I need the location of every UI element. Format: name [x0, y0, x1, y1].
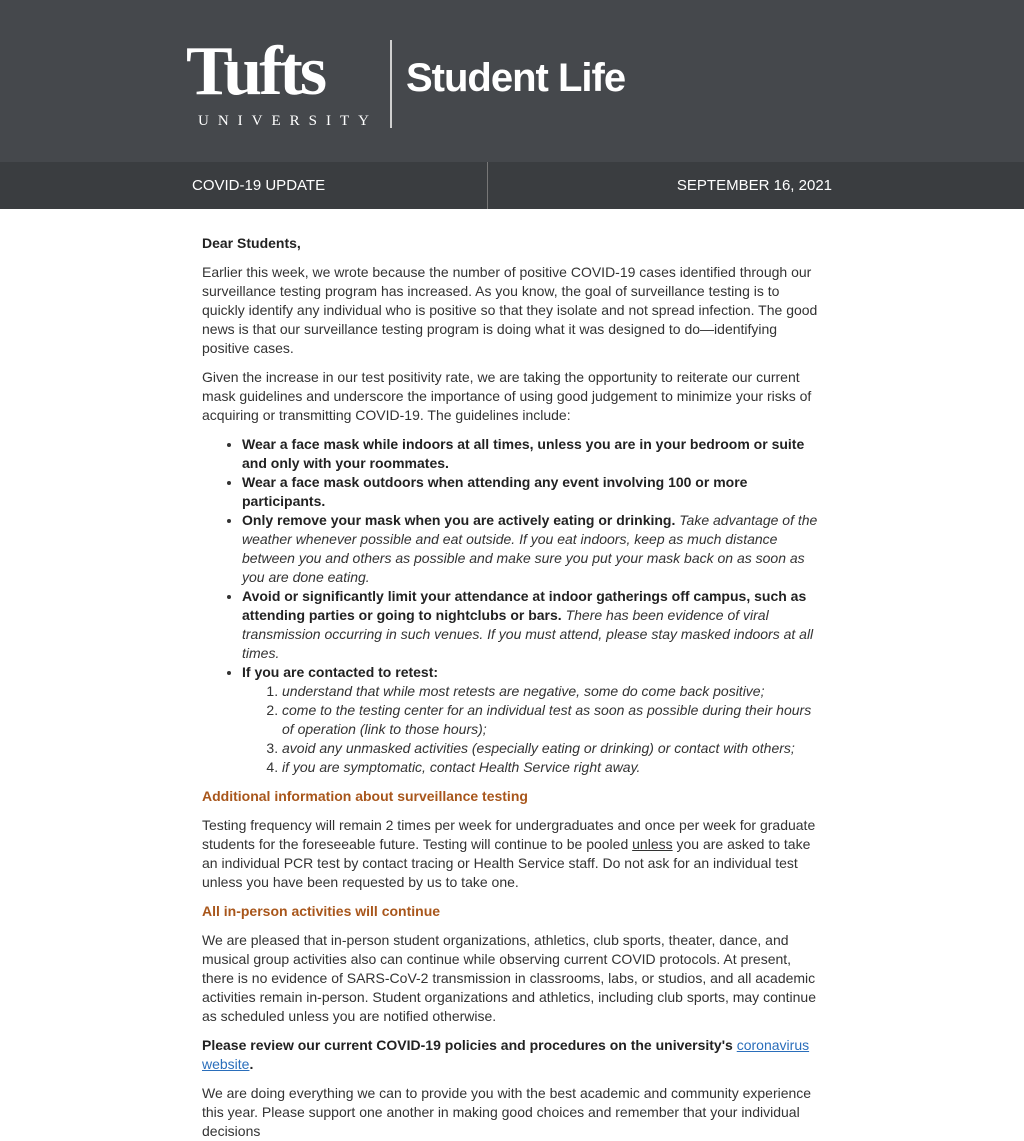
text: you are asked to take an individual PCR test by contact tracing or Health Service staff. Do not ask for an individual test unless you have been requested by us to take one. — [202, 836, 811, 890]
bullet-italic: There has been evidence of viral transmission occurring in such venues. If you must attend, please stay masked indoors at all times. — [242, 607, 814, 661]
bullet-bold: Wear a face mask outdoors when attending any event involving 100 or more participants. — [242, 474, 748, 509]
section-heading: Additional information about surveillance testing — [202, 788, 528, 804]
email-body — [202, 209, 824, 1141]
update-date: SEPTEMBER 16, 2021 — [676, 177, 832, 194]
list-item — [282, 701, 824, 739]
underlined-text: unless — [632, 836, 673, 852]
list-item — [242, 511, 824, 587]
list-item — [242, 663, 824, 777]
retest-step: come to the testing center for an individual test as soon as possible during their hours of operation (link to those hours); — [282, 702, 812, 737]
paragraph: We are doing everything we can to provide you with the best academic and community experience this year. Please support one another in making good choices and remember that your individual decisions — [202, 1085, 812, 1139]
list-item — [282, 739, 824, 758]
paragraph — [202, 816, 824, 892]
guidelines-list — [202, 435, 824, 777]
retest-step: if you are symptomatic, contact Health Service right away. — [282, 759, 641, 775]
update-label: COVID-19 UPDATE — [0, 162, 488, 209]
logo-divider — [390, 40, 392, 128]
logo-student-life: Student Life — [406, 56, 626, 100]
bold-text: . — [249, 1056, 254, 1072]
tufts-student-life-logo — [186, 34, 625, 130]
bullet-bold: Avoid or significantly limit your attendance at indoor gatherings off campus, such as attending parties or going to nightclubs or bars. — [242, 588, 807, 623]
list-item — [282, 758, 824, 777]
section-heading: All in-person activities will continue — [202, 903, 441, 919]
greeting: Dear Students, — [202, 235, 301, 251]
update-bar — [0, 162, 1024, 209]
retest-step: avoid any unmasked activities (especially eating or drinking) or contact with others; — [282, 740, 795, 756]
list-item — [242, 435, 824, 473]
paragraph: Given the increase in our test positivity rate, we are taking the opportunity to reiterate our current mask guidelines and underscore the importance of using good judgement to minimize your risks of acquiring or transmitting COVID-19. The guidelines include: — [202, 369, 812, 423]
email-header — [0, 0, 1024, 162]
logo-tufts: Tufts — [186, 33, 325, 110]
bold-text: Please review our current COVID-19 policies and procedures on the university's — [202, 1037, 737, 1053]
coronavirus-website-link[interactable]: coronavirus website — [202, 1037, 810, 1072]
bullet-bold: Only remove your mask when you are actively eating or drinking. — [242, 512, 676, 528]
retest-list — [242, 682, 824, 777]
list-item — [242, 587, 824, 663]
paragraph — [202, 1036, 824, 1074]
paragraph: Earlier this week, we wrote because the number of positive COVID-19 cases identified through our surveillance testing program has increased. As you know, the goal of surveillance testing is to quickly identify any individual who is positive so that they isolate and not spread infection. The good news is that our surveillance testing program is doing what it was designed to do—identifying positive cases. — [202, 264, 818, 356]
text: Testing frequency will remain 2 times per week for undergraduates and once per week for graduate students for the foreseeable future. Testing will continue to be pooled — [202, 817, 816, 852]
bullet-bold: If you are contacted to retest: — [242, 664, 439, 680]
bullet-italic: Take advantage of the weather whenever possible and eat outside. If you eat indoors, keep as much distance between you and others as possible and make sure you put your mask back on as soon as you are done eating. — [242, 512, 818, 585]
logo-university: UNIVERSITY — [198, 113, 378, 129]
paragraph: We are pleased that in-person student organizations, athletics, club sports, theater, dance, and musical group activities also can continue while observing current COVID protocols. At present, there is no evidence of SARS-CoV-2 transmission in classrooms, labs, or studios, and all academic activities remain in-person. Student organizations and athletics, including club sports, may continue as scheduled unless you are notified otherwise. — [202, 932, 816, 1024]
bullet-bold: Wear a face mask while indoors at all times, unless you are in your bedroom or suite and only with your roommates. — [242, 436, 805, 471]
list-item — [242, 473, 824, 511]
retest-step: understand that while most retests are negative, some do come back positive; — [282, 683, 765, 699]
list-item — [282, 682, 824, 701]
